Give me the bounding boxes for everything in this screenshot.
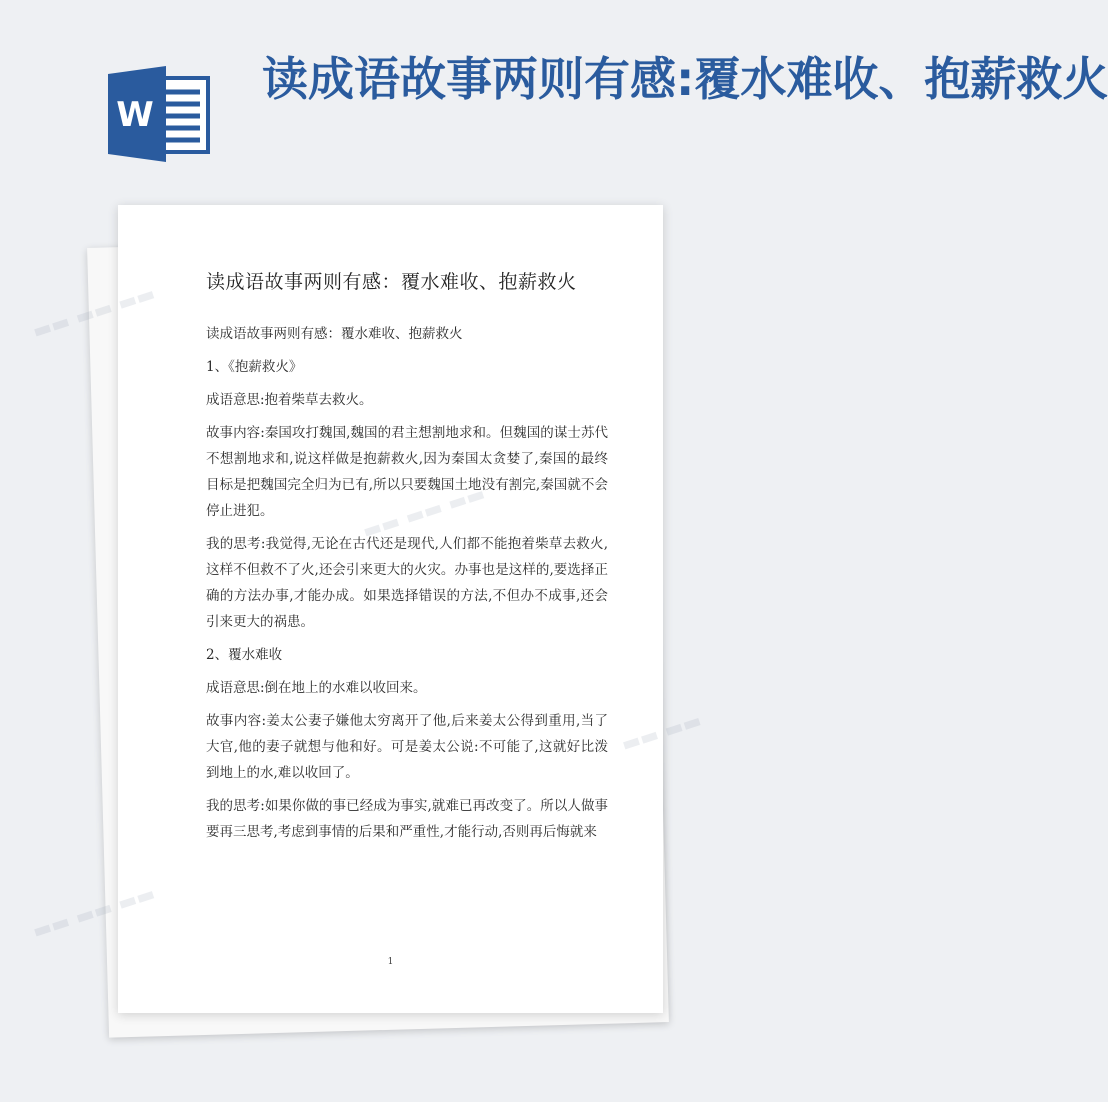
document-title: 读成语故事两则有感：覆水难收、抱薪救火: [206, 271, 577, 293]
word-icon-letter: W: [116, 95, 154, 135]
paragraph-meaning-1: 成语意思:抱着柴草去救火。: [206, 392, 373, 408]
paragraph-subtitle: 读成语故事两则有感：覆水难收、抱薪救火: [206, 326, 463, 342]
paragraph-meaning-2: 成语意思:倒在地上的水难以收回来。: [206, 680, 427, 696]
watermark: ▬▬: [29, 308, 73, 344]
paragraph-story-1: 故事内容:秦国攻打魏国,魏国的君主想割地求和。但魏国的谋士苏代不想割地求和,说这样做是抱薪救火,因为秦国太贪婪了,秦国的最终目标是把魏国完全归为已有,所以只要魏国土地没有割完,秦国就不会停止进犯。: [206, 425, 608, 519]
paragraph-thoughts-1: 我的思考:我觉得,无论在古代还是现代,人们都不能抱着柴草去救火,这样不但救不了火,还会引来更大的火灾。办事也是这样的,要选择正确的方法办事,才能办成。如果选择错误的方法,不但办不成事,还会引来更大的祸患。: [206, 536, 608, 630]
watermark: ▬▬ ▬▬ ▬▬: [29, 880, 158, 944]
document-body: [206, 321, 608, 852]
paragraph-thoughts-2: 我的思考:如果你做的事已经成为事实,就难已再改变了。所以人做事要再三思考,考虑到事情的后果和严重性,才能行动,否则再后悔就来: [206, 798, 608, 840]
paragraph-heading-2: 2、覆水难收: [206, 647, 283, 663]
watermark: ▬▬: [660, 707, 705, 743]
word-document-icon: [108, 66, 208, 162]
page-number: 1: [387, 957, 394, 967]
paragraph-story-2: 故事内容:姜太公妻子嫌他太穷离开了他,后来姜太公得到重用,当了大官,他的妻子就想与他和好。可是姜太公说:不可能了,这就好比泼到地上的水,难以收回了。: [206, 713, 608, 781]
document-page: [118, 205, 663, 1013]
paragraph-heading-1: 1、《抱薪救火》: [206, 359, 303, 375]
banner-title: 读成语故事两则有感:覆水难收、抱薪救火: [262, 52, 1108, 106]
